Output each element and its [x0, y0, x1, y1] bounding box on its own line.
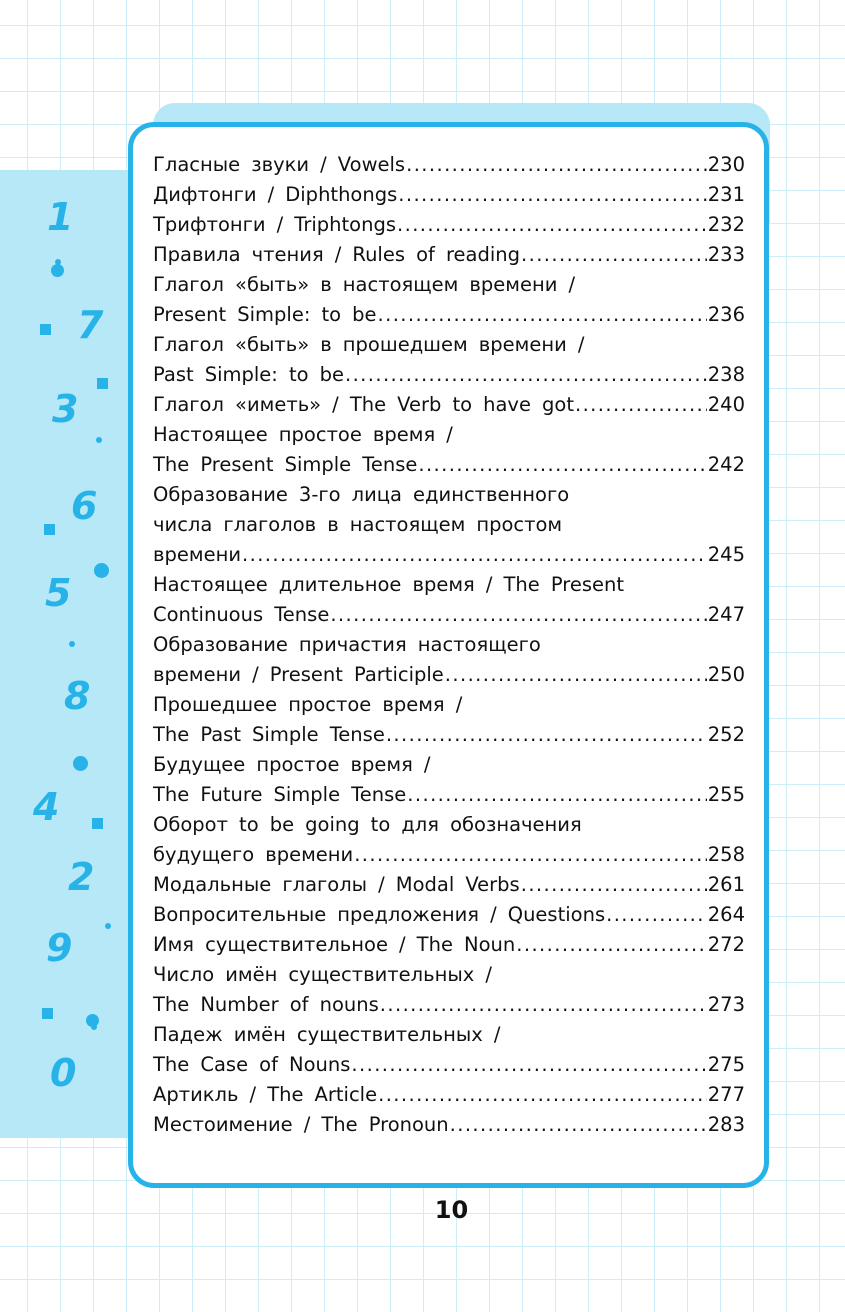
- toc-entry-title: Прошедшее простое время /: [153, 693, 463, 716]
- toc-entry-title: Гласные звуки / Vowels: [153, 153, 406, 176]
- dot-leader: [450, 1110, 707, 1140]
- toc-entry-title: Местоимение / The Pronoun: [153, 1113, 449, 1136]
- toc-entry[interactable]: [153, 990, 745, 1020]
- table-of-contents-panel: [128, 122, 769, 1188]
- toc-entry[interactable]: [153, 840, 745, 870]
- toc-entry-title: Дифтонги / Diphthongs: [153, 183, 398, 206]
- toc-entry[interactable]: [153, 1080, 745, 1110]
- toc-entry-title: Глагол «иметь» / The Verb to have got: [153, 393, 574, 416]
- toc-entry-title: Present Simple: to be: [153, 303, 377, 326]
- toc-entry-page: 242: [707, 453, 745, 476]
- toc-entry[interactable]: [153, 960, 745, 990]
- dot-leader: [606, 900, 707, 930]
- toc-entry-page: 247: [707, 603, 745, 626]
- toc-entry-title: будущего времени: [153, 843, 354, 866]
- decor-dot: [96, 437, 102, 443]
- toc-entry[interactable]: [153, 510, 745, 540]
- dot-leader: [398, 180, 707, 210]
- toc-entry-page: 230: [707, 153, 745, 176]
- toc-entry[interactable]: [153, 210, 745, 240]
- toc-entry[interactable]: [153, 900, 745, 930]
- toc-entry[interactable]: [153, 390, 745, 420]
- toc-entry-title: времени: [153, 543, 241, 566]
- toc-entry-page: 275: [707, 1053, 745, 1076]
- decor-digit-5: 5: [45, 571, 72, 615]
- toc-entry[interactable]: [153, 420, 745, 450]
- toc-entry-title: Артикль / The Article: [153, 1083, 378, 1106]
- toc-entry[interactable]: [153, 480, 745, 510]
- dot-leader: [242, 540, 707, 570]
- toc-entry-page: 240: [707, 393, 745, 416]
- dot-leader: [397, 210, 707, 240]
- toc-entry-title: Оборот to be going to для обозначения: [153, 813, 582, 836]
- toc-entry[interactable]: [153, 330, 745, 360]
- toc-entry[interactable]: [153, 450, 745, 480]
- toc-entry[interactable]: [153, 720, 745, 750]
- toc-entry-title: The Case of Nouns: [153, 1053, 351, 1076]
- page-number: 10: [434, 1196, 469, 1224]
- toc-entry-title: Падеж имён существительных /: [153, 1023, 501, 1046]
- dot-leader: [445, 660, 707, 690]
- decor-dot: [55, 259, 61, 265]
- decor-digit-2: 2: [68, 855, 95, 899]
- dot-leader: [351, 1050, 706, 1080]
- dot-leader: [407, 780, 706, 810]
- toc-entry-title: Глагол «быть» в прошедшем времени /: [153, 333, 585, 356]
- decor-digit-6: 6: [71, 484, 98, 528]
- toc-entry-page: 277: [707, 1083, 745, 1106]
- dot-leader: [330, 600, 706, 630]
- toc-entry-title: Модальные глаголы / Modal Verbs: [153, 873, 520, 896]
- decor-square: [97, 378, 108, 389]
- toc-entry[interactable]: [153, 540, 745, 570]
- toc-entry-title: Будущее простое время /: [153, 753, 431, 776]
- toc-entry-page: 258: [707, 843, 745, 866]
- toc-entry[interactable]: [153, 660, 745, 690]
- toc-entry-title: Образование 3-го лица единственного: [153, 483, 570, 506]
- decor-square: [42, 1008, 53, 1019]
- dot-leader: [521, 240, 707, 270]
- toc-entry[interactable]: [153, 270, 745, 300]
- toc-entry[interactable]: [153, 810, 745, 840]
- dot-leader: [516, 930, 707, 960]
- toc-entry[interactable]: [153, 240, 745, 270]
- toc-entry[interactable]: [153, 1110, 745, 1140]
- decor-digit-7: 7: [77, 303, 104, 347]
- dot-leader: [386, 720, 707, 750]
- toc-entry-page: 283: [707, 1113, 745, 1136]
- toc-entry-page: 231: [707, 183, 745, 206]
- toc-entry[interactable]: [153, 150, 745, 180]
- toc-entry-title: Правила чтения / Rules of reading: [153, 243, 521, 266]
- toc-entry[interactable]: [153, 600, 745, 630]
- toc-entry-page: 250: [707, 663, 745, 686]
- toc-entry-page: 255: [707, 783, 745, 806]
- toc-entry-page: 245: [707, 543, 745, 566]
- decor-digit-3: 3: [52, 387, 79, 431]
- decor-square: [44, 524, 55, 535]
- toc-entry-title: Трифтонги / Triphtongs: [153, 213, 396, 236]
- sidebar-panel: [0, 170, 140, 1138]
- toc-entry-title: Continuous Tense: [153, 603, 330, 626]
- toc-entry-title: числа глаголов в настоящем простом: [153, 513, 563, 536]
- toc-entry-page: 264: [707, 903, 745, 926]
- decor-digit-9: 9: [46, 926, 73, 970]
- toc-entry-title: Число имён существительных /: [153, 963, 492, 986]
- decor-dot: [51, 264, 64, 277]
- decor-digit-4: 4: [33, 785, 60, 829]
- toc-entry[interactable]: [153, 300, 745, 330]
- toc-entry[interactable]: [153, 870, 745, 900]
- dot-leader: [406, 150, 707, 180]
- decor-dot: [105, 923, 111, 929]
- decor-square: [92, 818, 103, 829]
- toc-entry-title: Имя существительное / The Noun: [153, 933, 516, 956]
- toc-entry[interactable]: [153, 360, 745, 390]
- toc-entry-page: 233: [707, 243, 745, 266]
- toc-entry[interactable]: [153, 1020, 745, 1050]
- toc-list: [153, 150, 745, 1140]
- decor-square: [40, 324, 51, 335]
- toc-entry-title: времени / Present Participle: [153, 663, 444, 686]
- toc-entry[interactable]: [153, 180, 745, 210]
- toc-entry-title: The Number of nouns: [153, 993, 379, 1016]
- toc-entry-page: 272: [707, 933, 745, 956]
- dot-leader: [521, 870, 707, 900]
- decor-dot: [69, 641, 75, 647]
- toc-entry-title: Образование причастия настоящего: [153, 633, 541, 656]
- decor-dot: [73, 756, 88, 771]
- toc-entry[interactable]: [153, 1050, 745, 1080]
- dot-leader: [354, 840, 707, 870]
- toc-entry-page: 261: [707, 873, 745, 896]
- decor-digit-8: 8: [64, 674, 91, 718]
- toc-entry-title: Past Simple: to be: [153, 363, 344, 386]
- toc-entry[interactable]: [153, 930, 745, 960]
- dot-leader: [380, 990, 707, 1020]
- decor-dot: [94, 563, 109, 578]
- toc-entry-page: 273: [707, 993, 745, 1016]
- dot-leader: [418, 450, 706, 480]
- toc-entry[interactable]: [153, 630, 745, 660]
- decor-digit-0: 0: [50, 1051, 77, 1095]
- dot-leader: [378, 300, 707, 330]
- toc-entry-title: The Past Simple Tense: [153, 723, 385, 746]
- toc-entry-title: Настоящее длительное время / The Present: [153, 573, 624, 596]
- dot-leader: [345, 360, 707, 390]
- toc-entry-title: The Future Simple Tense: [153, 783, 407, 806]
- toc-entry-title: Глагол «быть» в настоящем времени /: [153, 273, 576, 296]
- decor-digit-1: 1: [47, 195, 74, 239]
- toc-entry-title: Вопросительные предложения / Questions: [153, 903, 606, 926]
- toc-entry-page: 236: [707, 303, 745, 326]
- toc-entry-title: The Present Simple Tense: [153, 453, 418, 476]
- toc-entry-page: 232: [707, 213, 745, 236]
- toc-entry-title: Настоящее простое время /: [153, 423, 453, 446]
- dot-leader: [378, 1080, 707, 1110]
- toc-entry-page: 238: [707, 363, 745, 386]
- toc-entry[interactable]: [153, 780, 745, 810]
- toc-entry-page: 252: [707, 723, 745, 746]
- toc-entry[interactable]: [153, 570, 745, 600]
- dot-leader: [575, 390, 707, 420]
- toc-entry[interactable]: [153, 750, 745, 780]
- decor-dot: [91, 1024, 97, 1030]
- toc-entry[interactable]: [153, 690, 745, 720]
